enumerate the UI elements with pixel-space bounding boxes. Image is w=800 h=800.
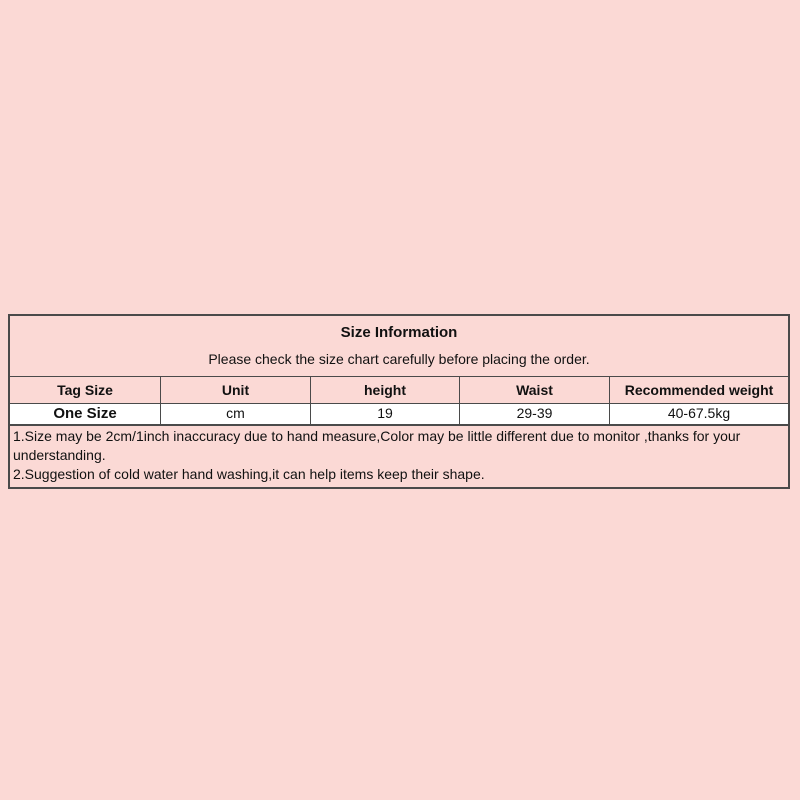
table-data-row	[10, 403, 788, 424]
header-cell-height: height	[310, 377, 459, 403]
data-cell-tag-size: One Size	[53, 405, 117, 422]
header-cell-recommended-weight: Recommended weight	[609, 377, 788, 403]
note-washing-suggestion: 2.Suggestion of cold water hand washing,it can help items keep their shape.	[13, 466, 485, 482]
table-notes-block	[10, 424, 788, 487]
table-title-block	[10, 316, 788, 376]
data-cell-height: 19	[310, 404, 459, 424]
header-cell-unit: Unit	[160, 377, 310, 403]
data-cell-recommended-weight: 40-67.5kg	[609, 404, 788, 424]
table-title: Size Information	[340, 324, 458, 341]
data-cell-unit: cm	[160, 404, 310, 424]
size-information-table	[8, 314, 790, 489]
table-subtitle: Please check the size chart carefully before placing the order.	[208, 351, 590, 367]
header-cell-waist: Waist	[459, 377, 609, 403]
header-cell-tag-size: Tag Size	[57, 382, 113, 398]
table-header-row	[10, 376, 788, 403]
data-cell-waist: 29-39	[459, 404, 609, 424]
note-measure-disclaimer: 1.Size may be 2cm/1inch inaccuracy due to hand measure,Color may be little different due to monitor ,thanks for your understanding.	[13, 428, 741, 463]
